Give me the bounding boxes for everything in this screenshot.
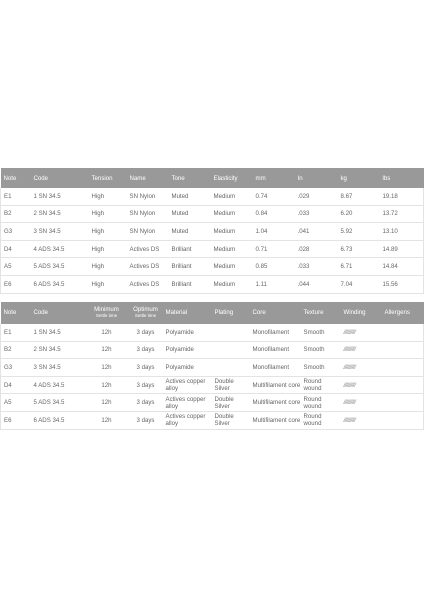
table-cell-material: Actives copper alloy	[163, 376, 212, 394]
table-row	[1, 376, 424, 394]
table-cell: 3 SN 34.5	[31, 223, 89, 241]
table-header-row	[1, 168, 424, 188]
table-cell: .041	[295, 223, 338, 241]
table-row	[1, 188, 424, 205]
table-cell: A5	[1, 258, 31, 276]
table-row	[1, 394, 424, 412]
table-cell-note: B2	[1, 341, 31, 359]
table-cell-opt: 3 days	[126, 341, 163, 359]
table-cell: 0.84	[253, 205, 295, 223]
table-cell: 6.20	[338, 205, 380, 223]
table-row	[1, 324, 424, 341]
table-cell: 6.71	[338, 258, 380, 276]
header-material: Material	[163, 302, 212, 324]
table-cell-core: Monofilament	[250, 359, 301, 377]
header-minimum	[85, 302, 126, 324]
table-cell-material: Polyamide	[163, 359, 212, 377]
table-cell-allergens	[382, 376, 424, 394]
table-cell-min: 12h	[85, 359, 126, 377]
table-cell: Brilliant	[169, 275, 211, 293]
table-cell: High	[89, 258, 127, 276]
header-code: Code	[31, 302, 85, 324]
table-cell: 19.18	[380, 188, 424, 205]
table-cell: 6 ADS 34.5	[31, 275, 89, 293]
table-cell: D4	[1, 240, 31, 258]
header-winding: Winding	[341, 302, 382, 324]
table-cell-allergens	[382, 359, 424, 377]
table-cell-note: E1	[1, 324, 31, 341]
table-cell-allergens	[382, 341, 424, 359]
table-cell-opt: 3 days	[126, 376, 163, 394]
header-core: Core	[250, 302, 301, 324]
table-cell-core: Multifilament core	[250, 394, 301, 412]
table-cell-code: 3 SN 34.5	[31, 359, 85, 377]
table-cell: Muted	[169, 188, 211, 205]
table-cell-code: 6 ADS 34.5	[31, 411, 85, 429]
table-cell: High	[89, 275, 127, 293]
table-cell: Actives DS	[127, 275, 169, 293]
table-cell-plating	[212, 324, 250, 341]
table-cell: 2 SN 34.5	[31, 205, 89, 223]
table-cell: High	[89, 240, 127, 258]
table-cell: Medium	[211, 205, 253, 223]
table-cell-code: 2 SN 34.5	[31, 341, 85, 359]
table-cell-texture: Smooth	[301, 359, 341, 377]
column-header: Code	[31, 168, 89, 188]
string-materials-table	[0, 302, 424, 430]
table-cell: Medium	[211, 240, 253, 258]
table-cell: E1	[1, 188, 31, 205]
table-body	[1, 188, 424, 293]
table-cell: SN Nylon	[127, 205, 169, 223]
table-cell-min: 12h	[85, 394, 126, 412]
table-cell: 14.89	[380, 240, 424, 258]
column-header: kg	[338, 168, 380, 188]
table-cell-note: E6	[1, 411, 31, 429]
table-row	[1, 359, 424, 377]
table-cell: Actives DS	[127, 240, 169, 258]
table-cell-material: Actives copper alloy	[163, 411, 212, 429]
column-header: Tension	[89, 168, 127, 188]
table-cell-code: 5 ADS 34.5	[31, 394, 85, 412]
table-cell-opt: 3 days	[126, 359, 163, 377]
table-cell-plating	[212, 341, 250, 359]
table-cell-winding: //////////	[341, 411, 382, 429]
table-cell-min: 12h	[85, 341, 126, 359]
table-cell-opt: 3 days	[126, 411, 163, 429]
header-texture: Texture	[301, 302, 341, 324]
table-cell-note: D4	[1, 376, 31, 394]
table-cell-texture: Round wound	[301, 411, 341, 429]
table-header-row	[1, 302, 424, 324]
table-cell: 15.56	[380, 275, 424, 293]
table-cell-winding: //////////	[341, 394, 382, 412]
table-cell-material: Actives copper alloy	[163, 394, 212, 412]
table-body	[1, 324, 424, 429]
table-cell: G3	[1, 223, 31, 241]
table-cell: Muted	[169, 223, 211, 241]
table-cell-texture: Round wound	[301, 394, 341, 412]
table-cell-plating: Double Silver	[212, 376, 250, 394]
string-specs-table	[0, 168, 424, 294]
header-plating: Plating	[212, 302, 250, 324]
table-cell-core: Monofilament	[250, 341, 301, 359]
table-cell: 7.04	[338, 275, 380, 293]
table-cell: Brilliant	[169, 240, 211, 258]
header-optimum-sub: Settle time	[134, 313, 157, 319]
column-header: Note	[1, 168, 31, 188]
column-header: lbs	[380, 168, 424, 188]
table-cell-core: Monofilament	[250, 324, 301, 341]
table-cell: Brilliant	[169, 258, 211, 276]
table-cell-winding: //////////	[341, 376, 382, 394]
header-optimum	[126, 302, 163, 324]
table-cell: Medium	[211, 258, 253, 276]
table-cell-plating: Double Silver	[212, 394, 250, 412]
table-cell: High	[89, 188, 127, 205]
table-cell: Medium	[211, 275, 253, 293]
table-cell: 14.84	[380, 258, 424, 276]
table-cell: 1 SN 34.5	[31, 188, 89, 205]
table-cell: High	[89, 205, 127, 223]
table-cell: .029	[295, 188, 338, 205]
table-row	[1, 341, 424, 359]
column-header: Name	[127, 168, 169, 188]
table-cell-texture: Round wound	[301, 376, 341, 394]
table-cell-min: 12h	[85, 411, 126, 429]
table-cell: Muted	[169, 205, 211, 223]
table-cell-plating: Double Silver	[212, 411, 250, 429]
header-allergens: Allergens	[382, 302, 424, 324]
table-cell-opt: 3 days	[126, 394, 163, 412]
table-cell: 0.85	[253, 258, 295, 276]
table-cell: E6	[1, 275, 31, 293]
table-cell-texture: Smooth	[301, 341, 341, 359]
table-cell-allergens	[382, 324, 424, 341]
table-cell: 8.67	[338, 188, 380, 205]
header-optimum-label: Optimum	[133, 305, 158, 313]
table-row	[1, 240, 424, 258]
table-cell: 6.73	[338, 240, 380, 258]
table-row	[1, 275, 424, 293]
table-cell-material: Polyamide	[163, 324, 212, 341]
table-cell-min: 12h	[85, 324, 126, 341]
table-cell: 13.10	[380, 223, 424, 241]
table-cell: SN Nylon	[127, 223, 169, 241]
table-cell-texture: Smooth	[301, 324, 341, 341]
header-minimum-sub: Settle time	[95, 313, 118, 319]
column-header: Elasticity	[211, 168, 253, 188]
table-cell-winding: //////////	[341, 359, 382, 377]
table-cell: 13.72	[380, 205, 424, 223]
table-cell: High	[89, 223, 127, 241]
table-cell-opt: 3 days	[126, 324, 163, 341]
table-cell-plating	[212, 359, 250, 377]
table-cell: Medium	[211, 223, 253, 241]
column-header: Tone	[169, 168, 211, 188]
table-cell: 5 ADS 34.5	[31, 258, 89, 276]
table-cell-winding: //////////	[341, 341, 382, 359]
table-cell: .044	[295, 275, 338, 293]
header-note: Note	[1, 302, 31, 324]
table-cell: 0.71	[253, 240, 295, 258]
table-cell-winding: //////////	[341, 324, 382, 341]
table-cell-code: 1 SN 34.5	[31, 324, 85, 341]
table-row	[1, 205, 424, 223]
table-cell-allergens	[382, 411, 424, 429]
table-cell: 1.11	[253, 275, 295, 293]
table-cell: Actives DS	[127, 258, 169, 276]
table-cell: 5.92	[338, 223, 380, 241]
table-cell-allergens	[382, 394, 424, 412]
table-cell: 4 ADS 34.5	[31, 240, 89, 258]
table-cell: B2	[1, 205, 31, 223]
table-cell-min: 12h	[85, 376, 126, 394]
table-cell-note: G3	[1, 359, 31, 377]
table-cell: .033	[295, 258, 338, 276]
table-cell: 0.74	[253, 188, 295, 205]
table-cell: .033	[295, 205, 338, 223]
table-cell: .028	[295, 240, 338, 258]
table-cell-material: Polyamide	[163, 341, 212, 359]
table-row	[1, 258, 424, 276]
table-cell: SN Nylon	[127, 188, 169, 205]
table-cell: 1.04	[253, 223, 295, 241]
table-cell-core: Multifilament core	[250, 411, 301, 429]
header-minimum-label: Minimum	[94, 305, 119, 313]
column-header: In	[295, 168, 338, 188]
table-cell: Medium	[211, 188, 253, 205]
column-header: mm	[253, 168, 295, 188]
table-cell-note: A5	[1, 394, 31, 412]
table-cell-code: 4 ADS 34.5	[31, 376, 85, 394]
table-row	[1, 223, 424, 241]
table-cell-core: Multifilament core	[250, 376, 301, 394]
table-row	[1, 411, 424, 429]
